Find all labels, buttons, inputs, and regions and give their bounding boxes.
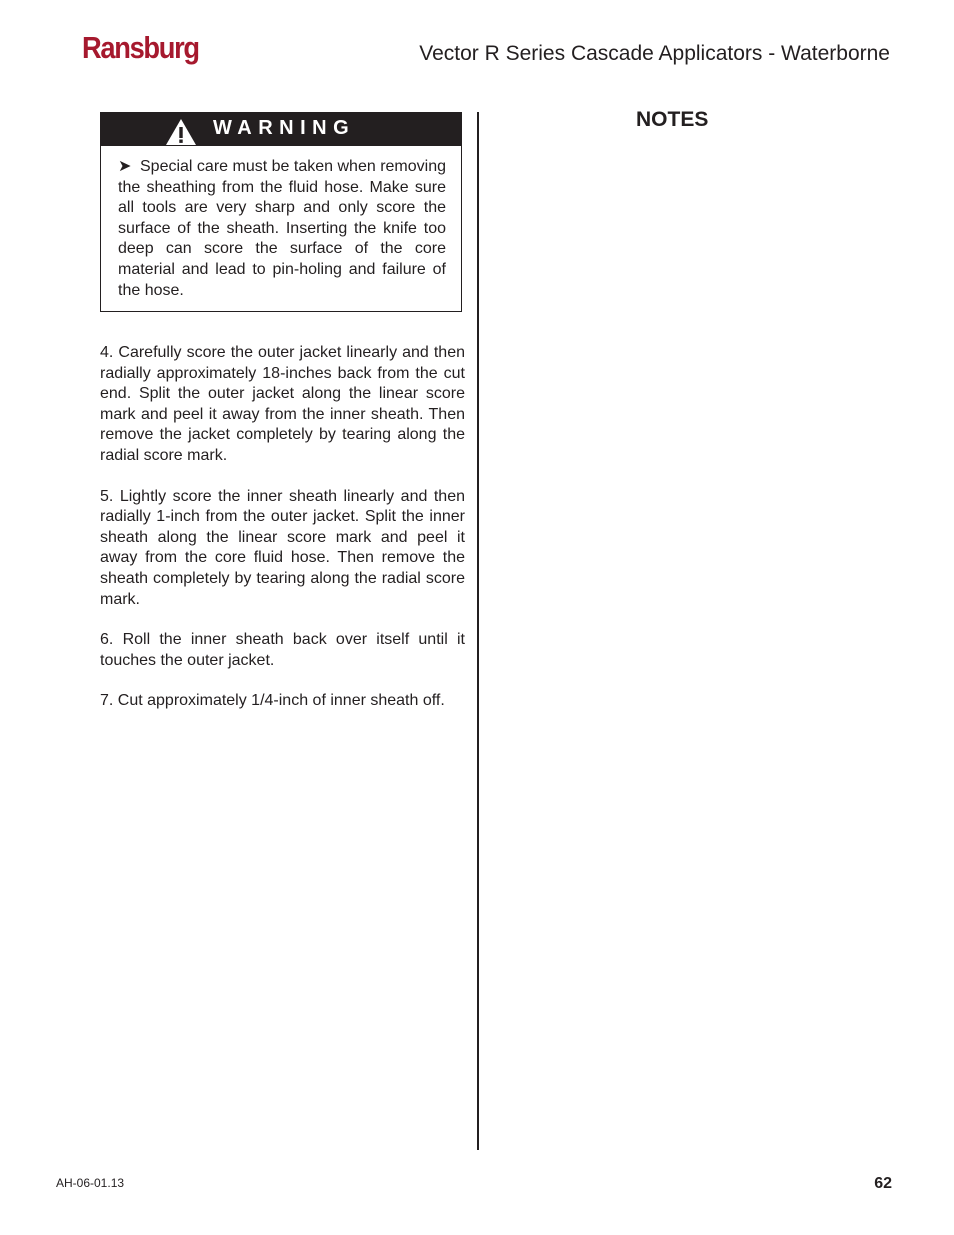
instructions-column	[100, 343, 465, 732]
footer-doc-code: AH-06-01.13	[56, 1176, 125, 1190]
warning-box	[100, 112, 462, 312]
warning-header	[101, 113, 461, 146]
page-number: 62	[874, 1175, 892, 1192]
warning-text	[118, 157, 446, 301]
step-4: 4. Carefully score the outer jacket linearly and then radially approximately 18-inches back from the cut end. Split the outer jacket along the linear score mark and peel it away from the inner sheath. Then remove the jacket completely by tearing along the radial score mark.	[100, 344, 465, 464]
warning-title: WARNING	[213, 117, 356, 139]
step-5: 5. Lightly score the inner sheath linearly and then radially 1-inch from the outer jacket. Split the inner sheath along the linear score mark and peel it away from the core fluid hose. Then remove the sheath completely by tearing along the radial score mark.	[100, 487, 465, 608]
document-title: Vector R Series Cascade Applicators - Waterborne	[419, 42, 890, 65]
step-7: 7. Cut approximately 1/4-inch of inner sheath off.	[100, 692, 445, 710]
arrow-bullet-icon: ➤	[118, 158, 132, 175]
step-6: 6. Roll the inner sheath back over itself until it touches the outer jacket.	[100, 631, 465, 669]
column-divider	[477, 112, 479, 1150]
warning-triangle-icon	[165, 118, 197, 146]
warning-text-content: Special care must be taken when removing the sheathing from the fluid hose. Make sure all tools are very sharp and only score the surface of the sheath. Inserting the knife too deep can score the surface of the core material and lead to pin-holing and failure of the hose.	[118, 158, 446, 299]
ransburg-logo: Ransburg	[82, 30, 199, 65]
notes-heading: NOTES	[636, 108, 709, 131]
